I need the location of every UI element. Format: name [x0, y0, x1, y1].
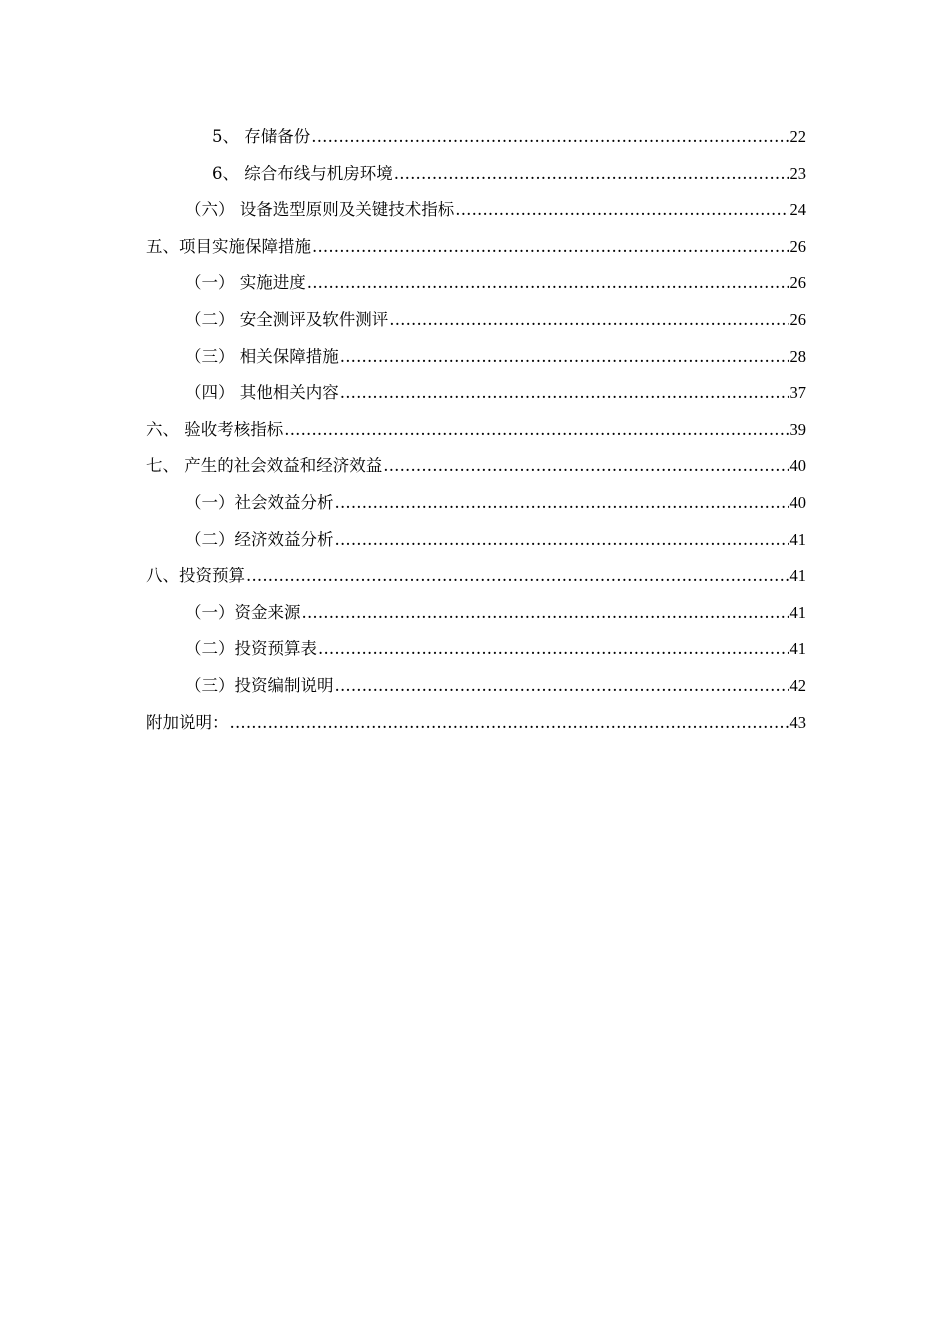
toc-dot-leader [318, 641, 789, 658]
toc-entry-page-number: 41 [789, 602, 806, 622]
toc-dot-leader [307, 275, 789, 292]
toc-entry-page-number: 41 [789, 529, 806, 549]
toc-entry[interactable] [0, 631, 950, 668]
toc-entry-label: （一）资金来源 [185, 602, 301, 622]
toc-entry[interactable] [0, 192, 950, 229]
toc-entry-label: （六） 设备选型原则及关键技术指标 [185, 200, 455, 220]
toc-dot-leader [335, 678, 789, 695]
toc-entry-label: （一） 实施进度 [185, 273, 306, 293]
toc-entry[interactable] [0, 119, 950, 156]
toc-entry-page-number: 23 [789, 163, 806, 183]
toc-dot-leader [230, 715, 789, 732]
toc-entry[interactable] [0, 412, 950, 449]
toc-dot-leader [284, 422, 788, 439]
toc-entry-page-number: 22 [789, 127, 806, 147]
table-of-contents [0, 119, 950, 741]
toc-entry-page-number: 39 [789, 419, 806, 439]
toc-entry[interactable] [0, 668, 950, 705]
toc-entry[interactable] [0, 705, 950, 742]
toc-entry-page-number: 24 [789, 200, 806, 220]
toc-dot-leader [312, 239, 789, 256]
toc-entry[interactable] [0, 485, 950, 522]
toc-entry-label: 七、 产生的社会效益和经济效益 [146, 456, 383, 476]
toc-entry-label: 八、投资预算 [146, 566, 245, 586]
toc-entry-label: 五、项目实施保障措施 [146, 236, 311, 256]
toc-entry-page-number: 28 [789, 346, 806, 366]
toc-entry[interactable] [0, 339, 950, 376]
toc-entry-label: （二） 安全测评及软件测评 [185, 310, 389, 330]
toc-entry-label: （三） 相关保障措施 [185, 346, 339, 366]
toc-dot-leader [335, 495, 789, 512]
toc-entry[interactable] [0, 156, 950, 193]
toc-entry-page-number: 42 [789, 675, 806, 695]
toc-entry[interactable] [0, 375, 950, 412]
toc-dot-leader [389, 312, 788, 329]
toc-dot-leader [394, 166, 789, 183]
toc-entry[interactable] [0, 448, 950, 485]
toc-entry-label: 六、 验收考核指标 [146, 419, 284, 439]
toc-dot-leader [335, 532, 789, 549]
toc-dot-leader [311, 129, 788, 146]
toc-entry-page-number: 40 [789, 492, 806, 512]
toc-entry-label: 6、 综合布线与机房环境 [212, 163, 393, 183]
toc-entry[interactable] [0, 229, 950, 266]
toc-dot-leader [340, 385, 789, 402]
toc-entry[interactable] [0, 558, 950, 595]
toc-entry-label: （三）投资编制说明 [185, 675, 334, 695]
toc-entry[interactable] [0, 522, 950, 559]
toc-entry-page-number: 41 [789, 639, 806, 659]
toc-entry-label: （一）社会效益分析 [185, 492, 334, 512]
toc-entry-page-number: 41 [789, 566, 806, 586]
toc-entry[interactable] [0, 595, 950, 632]
toc-entry[interactable] [0, 302, 950, 339]
toc-dot-leader [340, 349, 789, 366]
toc-entry-page-number: 26 [789, 236, 806, 256]
toc-dot-leader [302, 605, 789, 622]
toc-dot-leader [246, 568, 789, 585]
toc-dot-leader [455, 202, 788, 219]
toc-entry-label: （二）投资预算表 [185, 639, 317, 659]
toc-entry-page-number: 26 [789, 310, 806, 330]
toc-entry-page-number: 40 [789, 456, 806, 476]
toc-entry-label: （四） 其他相关内容 [185, 383, 339, 403]
toc-entry-page-number: 37 [789, 383, 806, 403]
toc-entry-label: （二）经济效益分析 [185, 529, 334, 549]
toc-entry[interactable] [0, 265, 950, 302]
toc-entry-label: 附加说明： [146, 712, 229, 732]
toc-entry-page-number: 26 [789, 273, 806, 293]
toc-dot-leader [383, 458, 788, 475]
toc-entry-page-number: 43 [789, 712, 806, 732]
toc-entry-label: 5、 存储备份 [212, 127, 311, 147]
